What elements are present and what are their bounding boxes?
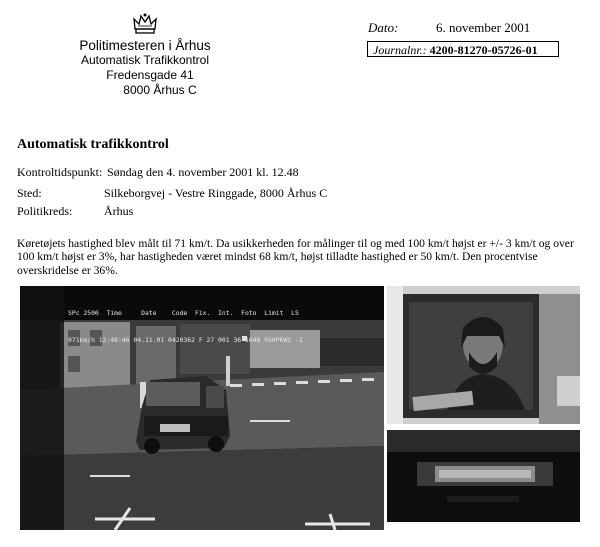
time-label: Kontroltidspunkt: xyxy=(17,165,103,179)
photo-data-overlay xyxy=(20,291,384,344)
sender-block xyxy=(50,38,240,98)
document-heading: Automatisk trafikkontrol xyxy=(17,137,169,152)
driver-photo xyxy=(387,286,580,424)
journal-box xyxy=(367,41,559,57)
field-district xyxy=(17,204,134,219)
overlay-value-row: 071km/h 12:48:46 04.11.01 0420362 F 27 001 36 1648 050PKW2 -1 xyxy=(68,336,303,344)
crown-icon xyxy=(132,13,158,35)
sender-department: Automatisk Trafikkontrol xyxy=(80,53,210,67)
date-value: 6. november 2001 xyxy=(436,20,531,35)
district-label: Politikreds: xyxy=(17,204,73,218)
sender-city: 8000 Århus C xyxy=(123,83,197,97)
measurement-paragraph: Køretøjets hastighed blev målt til 71 km/t. Da usikkerheden for målinger til og med 100 km/t højst er +/- 3 km/t og over 100 km/t højst er 3%, har hastigheden været mindst 68 km/t, højst tilladte hastighed er 50 km/t. Den procentvise overskridelse er 36%. xyxy=(17,237,574,277)
sender-street: Fredensgade 41 xyxy=(106,68,194,82)
overlay-header-row: SPc 2500 Time Date Code Fix. Int. Foto Limit LS xyxy=(68,309,299,317)
license-plate-photo xyxy=(387,430,580,522)
place-label: Sted: xyxy=(17,186,42,200)
field-time xyxy=(17,165,299,180)
district-value: Århus xyxy=(104,204,134,218)
time-value: Søndag den 4. november 2001 kl. 12.48 xyxy=(107,165,299,179)
journal-value: 4200-81270-05726-01 xyxy=(429,43,538,57)
place-value: Silkeborgvej - Vestre Ringgade, 8000 Århus C xyxy=(104,186,328,200)
field-place xyxy=(17,186,328,201)
date-label: Dato: xyxy=(368,20,399,35)
journal-label: Journalnr.: xyxy=(373,43,427,57)
date-line xyxy=(368,20,531,36)
sender-name: Politimesteren i Århus xyxy=(79,38,211,53)
